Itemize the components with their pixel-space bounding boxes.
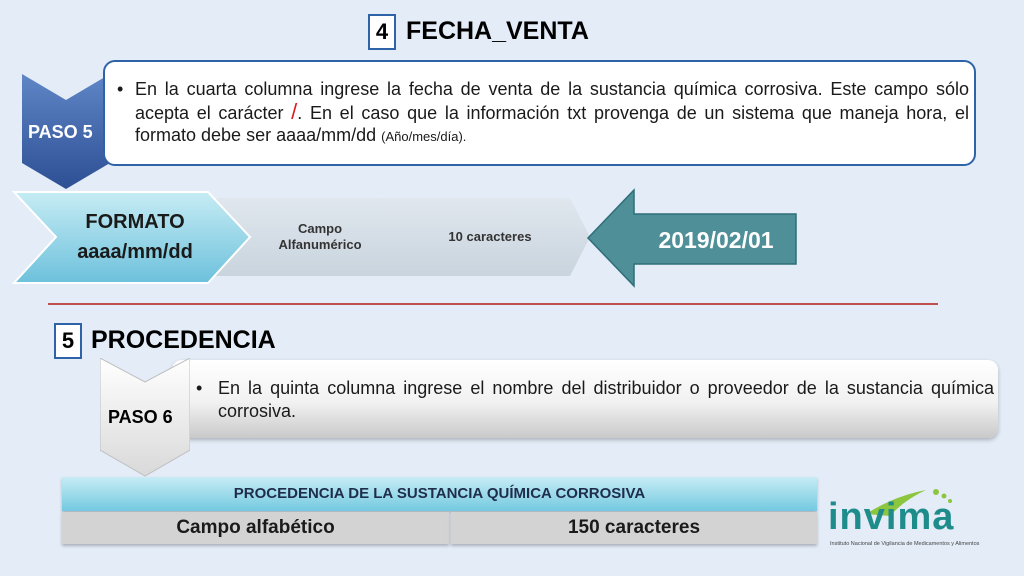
- logo-wordmark: invima: [828, 496, 955, 538]
- section-5-title: PROCEDENCIA: [91, 326, 276, 354]
- logo-subtitle: Instituto Nacional de Vigilancia de Medicamentos y Alimentos: [830, 541, 980, 547]
- table-header: [62, 477, 817, 511]
- section-4-description: [135, 78, 969, 149]
- paso-6-label: PASO 6: [108, 407, 173, 427]
- section-4-text-after: . En el caso que la información txt provenga de un sistema que maneja hora, el formato debe ser aaaa/mm/dd: [135, 102, 970, 145]
- section-4-number: 4: [368, 14, 396, 50]
- field-type-line1: Campo: [297, 221, 343, 236]
- example-value: 2019/02/01: [658, 227, 774, 253]
- format-label-line2: aaaa/mm/dd: [77, 241, 193, 263]
- table-length-cell: 150 caracteres: [451, 512, 817, 544]
- section-5-bullet: •: [196, 378, 203, 398]
- paso-5-label: PASO 5: [28, 122, 93, 142]
- section-5-card: [172, 360, 998, 438]
- table-type-cell: Campo alfabético: [62, 512, 449, 544]
- field-type: [245, 221, 395, 253]
- section-4-format-note: (Año/mes/día).: [381, 129, 467, 144]
- section-5-number: 5: [54, 323, 82, 359]
- table-header-text: PROCEDENCIA DE LA SUSTANCIA QUÍMICA CORROSIVA: [233, 485, 646, 502]
- section-4-bullet: •: [117, 79, 124, 99]
- format-label-line1: FORMATO: [85, 211, 185, 233]
- section-5-description: En la quinta columna ingrese el nombre del distribuidor o proveedor de la sustancia química corrosiva.: [218, 378, 994, 421]
- slash-character: /: [291, 98, 298, 124]
- section-4-card: [103, 60, 976, 166]
- section-divider: [48, 303, 938, 305]
- invima-logo: [826, 486, 996, 552]
- field-type-line2: Alfanumérico: [278, 237, 362, 252]
- format-label: [60, 207, 210, 267]
- section-4-text-before: En la cuarta columna ingrese la fecha de venta de la sustancia química corrosiva. Este campo sólo acepta el carácter: [135, 79, 969, 123]
- field-length: 10 caracteres: [448, 229, 532, 244]
- section-4-title: FECHA_VENTA: [406, 17, 589, 45]
